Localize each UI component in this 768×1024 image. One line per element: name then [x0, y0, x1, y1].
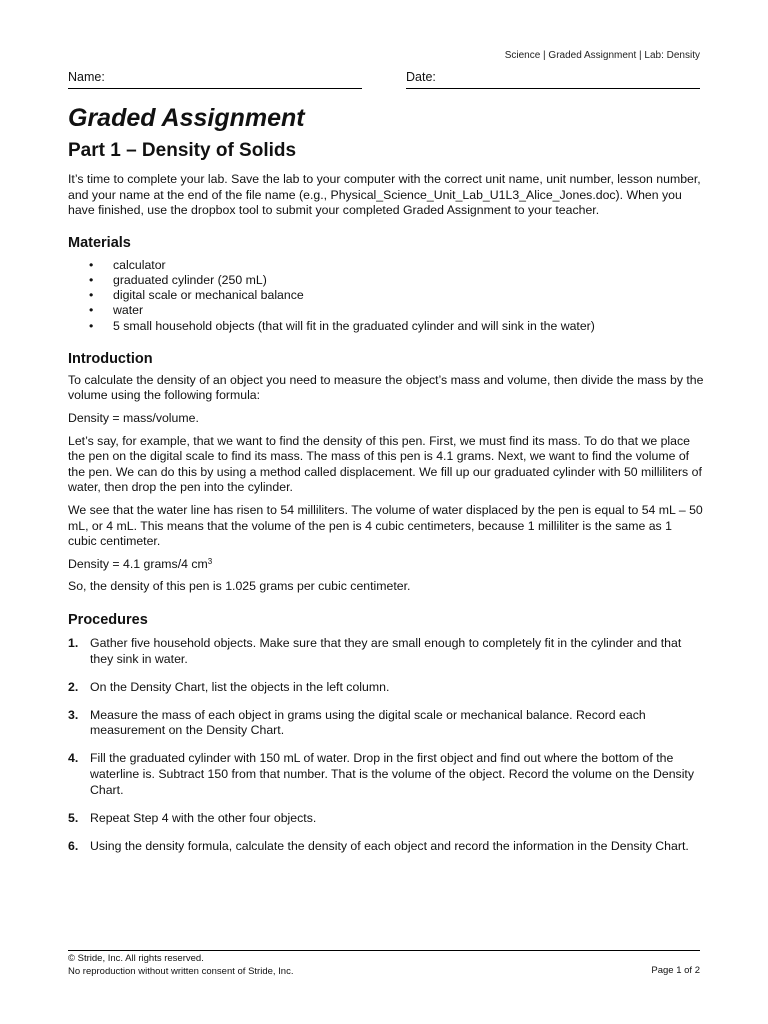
list-item [68, 708, 704, 739]
bullet: • [89, 272, 94, 287]
bullet: • [89, 257, 94, 272]
list-item [68, 258, 704, 273]
formula-text: Density = mass/volume. [68, 410, 199, 425]
material-text: digital scale or mechanical balance [113, 288, 304, 303]
list-item [68, 751, 704, 798]
intro-p2: Let’s say, for example, that we want to find the density of this pen. First, we must find its mass. To do that we place the pen on the digital scale to find its mass. The mass of this pen is 4.1 grams. Next, we want to find the volume of the pen. We can do this by using a method called displacement. We fill up our graduated cylinder with 50 milliliters of water, then drop the pen into the cylinder. [68, 433, 702, 495]
bullet: • [89, 288, 94, 303]
procedures-heading: Procedures [68, 611, 148, 628]
part-title: Part 1 – Density of Solids [68, 140, 297, 161]
step-number: 2. [68, 679, 79, 694]
step-text: Repeat Step 4 with the other four objects. [90, 810, 317, 825]
list-item [68, 288, 704, 303]
intro-conclusion: So, the density of this pen is 1.025 grams per cubic centimeter. [68, 579, 411, 594]
document-content [68, 102, 704, 867]
date-label: Date: [406, 70, 436, 84]
introduction-body [68, 373, 704, 595]
copyright-text: © Stride, Inc. All rights reserved. [68, 953, 204, 964]
list-item [68, 636, 704, 667]
footer-divider [68, 950, 700, 951]
page-title: Graded Assignment [68, 104, 305, 132]
procedures-list [68, 636, 704, 854]
step-number: 3. [68, 707, 79, 722]
step-number: 6. [68, 838, 79, 853]
footer-left [68, 953, 293, 978]
example-formula [68, 557, 704, 573]
step-number: 5. [68, 810, 79, 825]
intro-p1: To calculate the density of an object you need to measure the object’s mass and volume, then divide the mass by the volume using the following formula: [68, 372, 704, 403]
materials-heading: Materials [68, 234, 131, 251]
list-item [68, 680, 704, 696]
introduction-heading: Introduction [68, 350, 153, 367]
intro-paragraph: It’s time to complete your lab. Save the lab to your computer with the correct unit name, unit number, lesson number, and your name at the end of the file name (e.g., Physical_Science_Unit_Lab_U1L3_Alice_Jones.doc). When you have finished, use the dropbox tool to submit your completed Graded Assignment to your teacher. [68, 172, 701, 218]
header-breadcrumb: Science | Graded Assignment | Lab: Density [504, 50, 700, 61]
step-number: 4. [68, 751, 79, 766]
list-item [68, 319, 704, 334]
material-text: calculator [113, 257, 166, 272]
materials-list [68, 258, 704, 334]
material-text: 5 small household objects (that will fit in the graduated cylinder and will sink in the water) [113, 318, 595, 333]
step-text: Fill the graduated cylinder with 150 mL of water. Drop in the first object and find out where the bottom of the waterline is. Subtract 150 from that number. That is the volume of the object. Record the volume on the Density Chart. [90, 751, 695, 797]
list-item [68, 839, 704, 855]
intro-p3: We see that the water line has risen to 54 milliliters. The volume of water displaced by the pen is equal to 54 mL – 50 mL, or 4 mL. This means that the volume of the pen is 4 cubic centimeters, because 1 milliliter is the same as 1 cubic centimeter. [68, 502, 703, 549]
step-number: 1. [68, 635, 79, 650]
exponent: 3 [207, 556, 213, 566]
example-formula-text: Density = 4.1 grams/4 cm [68, 556, 208, 571]
bullet: • [89, 318, 94, 333]
date-field[interactable] [406, 70, 700, 89]
page-number: Page 1 of 2 [651, 965, 700, 976]
step-text: Using the density formula, calculate the density of each object and record the information in the Density Chart. [90, 838, 689, 853]
material-text: graduated cylinder (250 mL) [113, 272, 267, 287]
list-item [68, 303, 704, 318]
step-text: On the Density Chart, list the objects in the left column. [90, 679, 390, 694]
name-label: Name: [68, 70, 105, 84]
material-text: water [113, 303, 144, 318]
name-field[interactable] [68, 70, 362, 89]
step-text: Gather five household objects. Make sure that they are small enough to completely fit in the cylinder and that they sink in water. [90, 635, 682, 666]
list-item [68, 273, 704, 288]
step-text: Measure the mass of each object in grams using the digital scale or mechanical balance. Record each measurement on the Density Chart. [90, 707, 646, 738]
list-item [68, 811, 704, 827]
bullet: • [89, 303, 94, 318]
reproduction-notice: No reproduction without written consent of Stride, Inc. [68, 965, 294, 977]
